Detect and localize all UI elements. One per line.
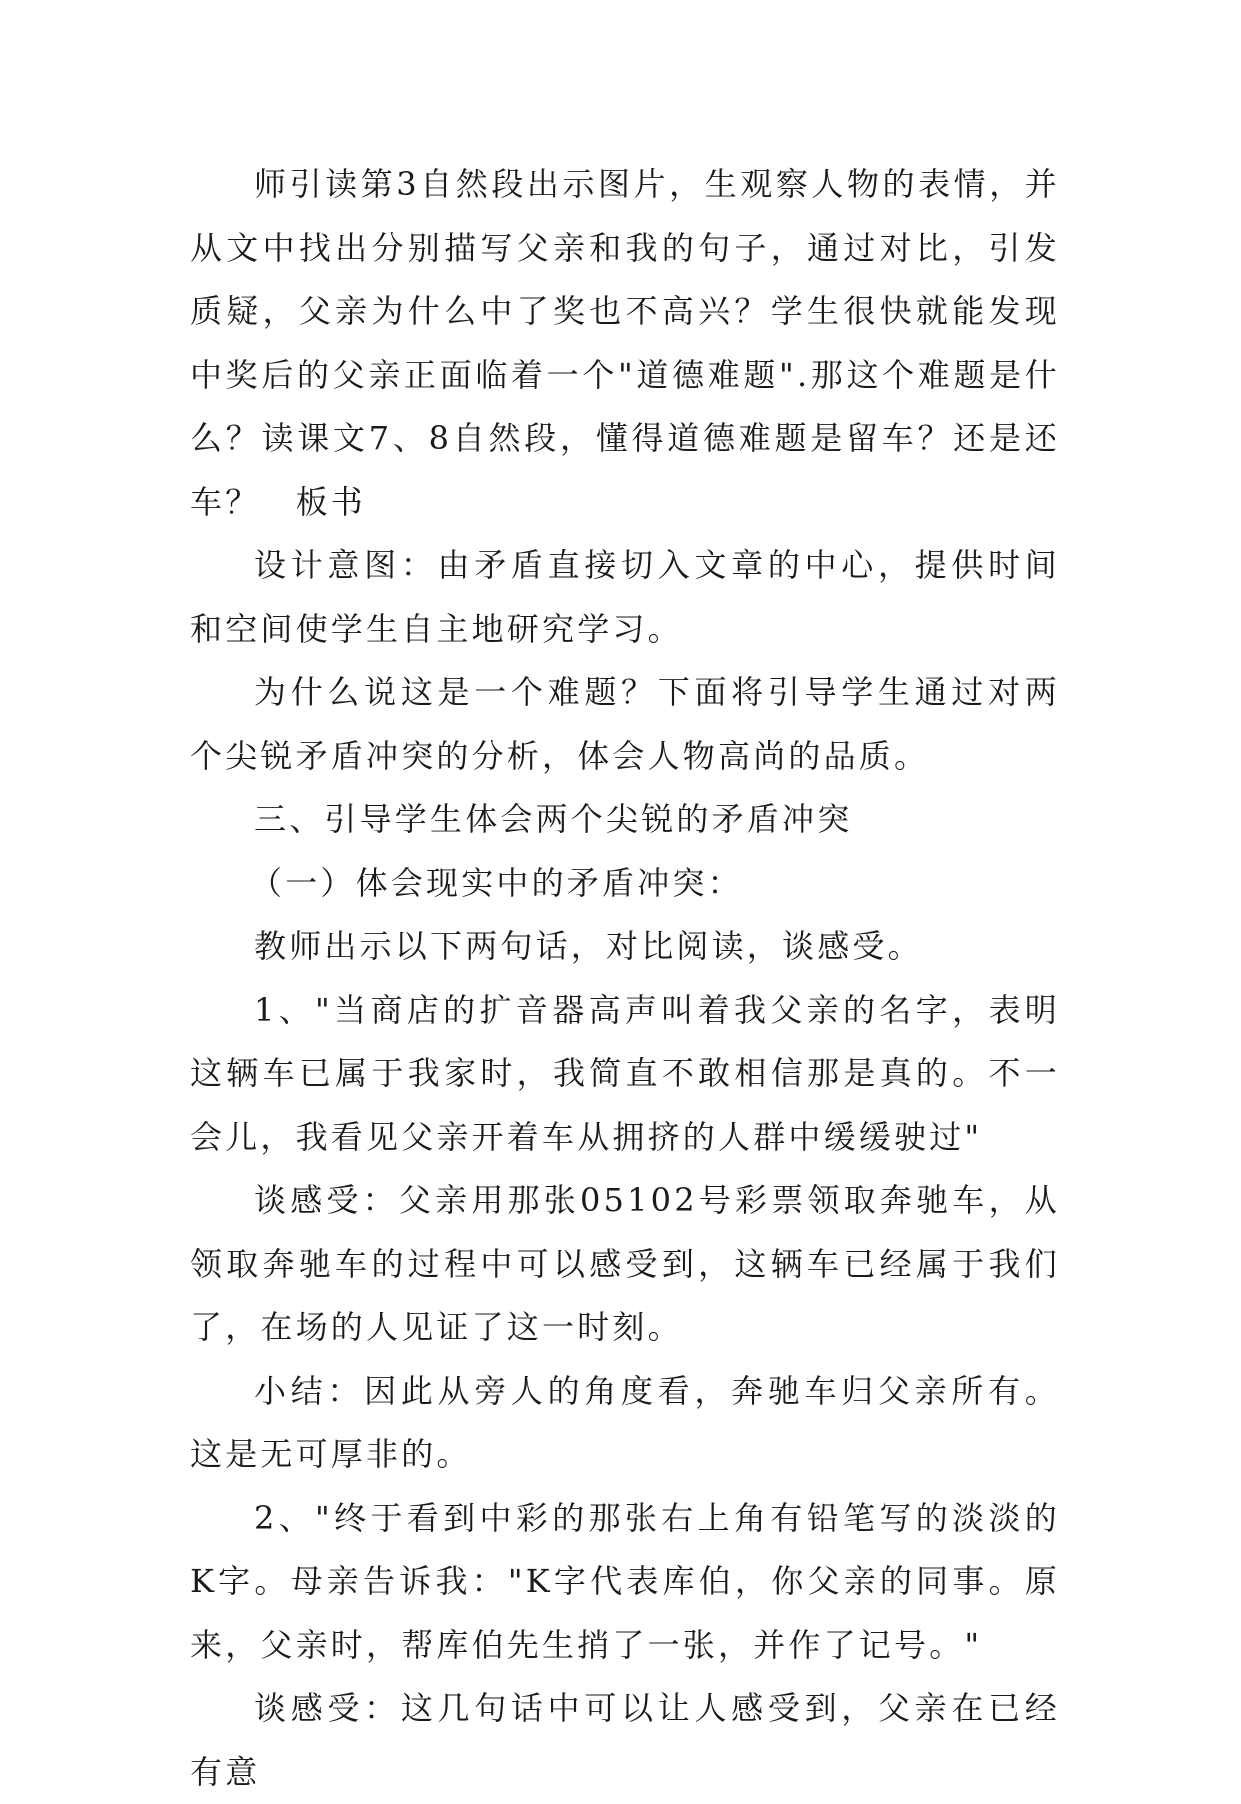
paragraph-why-difficult: 为什么说这是一个难题？下面将引导学生通过对两个尖锐矛盾冲突的分析，体会人物高尚的品质。: [190, 673, 1060, 775]
paragraph-feeling-2: 谈感受：这几句话中可以让人感受到，父亲在已经有意: [190, 1689, 1060, 1791]
paragraph-1: 师引读第3自然段出示图片，生观察人物的表情，并从文中找出分别描写父亲和我的句子，通过对比，引发质疑，父亲为什么中了奖也不高兴？学生很快就能发现中奖后的父亲正面临着一个"道德难题".那这个难题是什么？读课文7、8自然段，懂得道德难题是留车？还是还车？ 板书: [190, 165, 1060, 521]
document-body: [190, 153, 1060, 1804]
subsection-heading-1: （一）体会现实中的矛盾冲突：: [250, 863, 743, 902]
paragraph-design-intent: 设计意图：由矛盾直接切入文章的中心，提供时间和空间使学生自主地研究学习。: [190, 546, 1060, 648]
paragraph-quote-2: 2、"终于看到中彩的那张右上角有铅笔写的淡淡的K字。母亲告诉我："K字代表库伯，你父亲的同事。原来，父亲时，帮库伯先生捎了一张，并作了记号。": [190, 1498, 1060, 1664]
paragraph-teacher-shows: 教师出示以下两句话，对比阅读，谈感受。: [254, 927, 923, 965]
paragraph-feeling-1: 谈感受：父亲用那张05102号彩票领取奔驰车，从领取奔驰车的过程中可以感受到，这辆车已经属于我们了，在场的人见证了这一时刻。: [190, 1181, 1060, 1346]
paragraph-summary: 小结：因此从旁人的角度看，奔驰车归父亲所有。这是无可厚非的。: [190, 1371, 1060, 1473]
section-heading-3: 三、引导学生体会两个尖锐的矛盾冲突: [254, 800, 853, 838]
paragraph-quote-1: 1、"当商店的扩音器高声叫着我父亲的名字，表明这辆车已属于我家时，我简直不敢相信那是真的。不一会儿，我看见父亲开着车从拥挤的人群中缓缓驶过": [190, 990, 1060, 1156]
